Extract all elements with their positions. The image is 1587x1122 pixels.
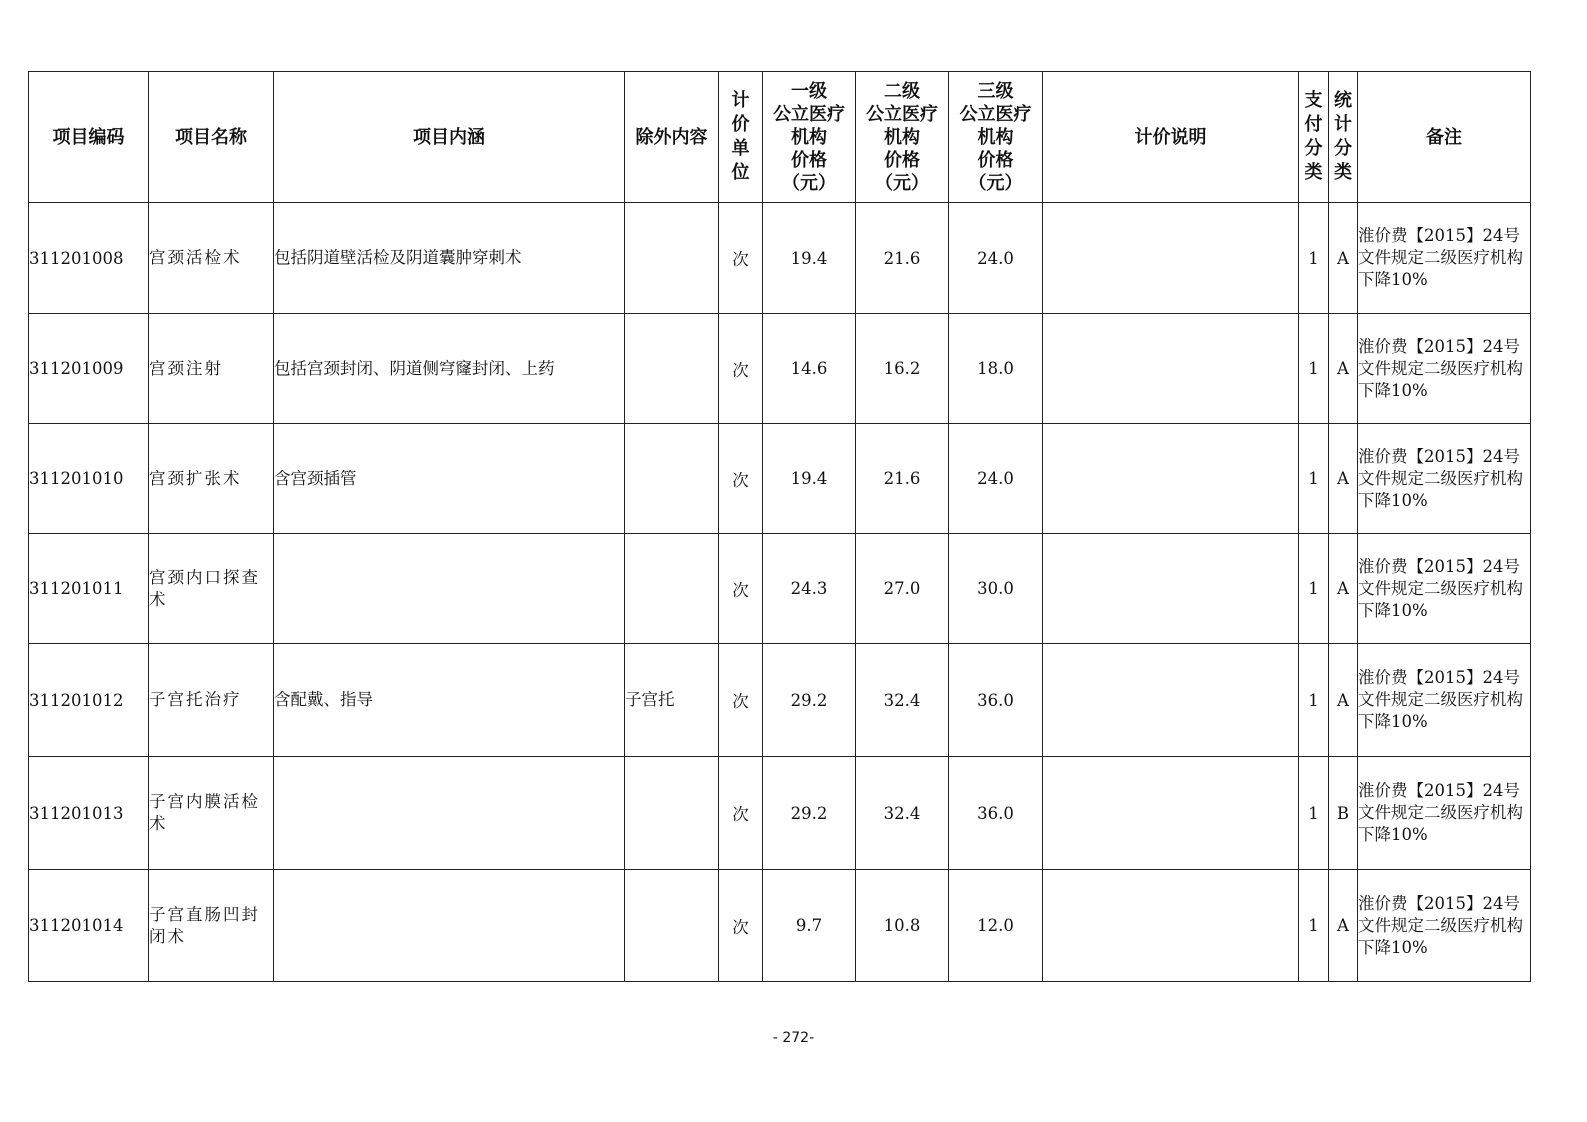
cell-price1: 29.2 — [763, 757, 856, 870]
cell-content — [274, 870, 625, 982]
cell-code: 311201009 — [29, 314, 149, 424]
header-price3-line: 价格 — [977, 149, 1014, 171]
header-row — [29, 72, 1531, 203]
header-unit-text: 计价单位 — [731, 90, 750, 183]
cell-unit: 次 — [719, 534, 763, 644]
cell-code: 311201014 — [29, 870, 149, 982]
cell-stat: A — [1329, 534, 1358, 644]
cell-pricing-note — [1043, 203, 1299, 314]
cell-payment: 1 — [1299, 757, 1329, 870]
cell-unit: 次 — [719, 870, 763, 982]
cell-remark: 淮价费【2015】24号文件规定二级医疗机构下降10% — [1358, 757, 1531, 870]
cell-exclusion — [625, 424, 719, 534]
header-stat-text: 统计分类 — [1333, 90, 1352, 183]
cell-remark: 淮价费【2015】24号文件规定二级医疗机构下降10% — [1358, 314, 1531, 424]
cell-exclusion — [625, 534, 719, 644]
cell-pricing-note — [1043, 757, 1299, 870]
cell-content: 含配戴、指导 — [274, 644, 625, 757]
cell-unit: 次 — [719, 203, 763, 314]
cell-pricing-note — [1043, 424, 1299, 534]
cell-unit: 次 — [719, 314, 763, 424]
cell-exclusion: 子宫托 — [625, 644, 719, 757]
header-remark: 备注 — [1358, 72, 1531, 203]
cell-price3: 12.0 — [949, 870, 1043, 982]
cell-stat: A — [1329, 644, 1358, 757]
cell-payment: 1 — [1299, 870, 1329, 982]
cell-price2: 10.8 — [856, 870, 949, 982]
header-price2-line: 公立医疗 — [866, 103, 938, 125]
cell-content: 含宫颈插管 — [274, 424, 625, 534]
header-content: 项目内涵 — [274, 72, 625, 203]
cell-pricing-note — [1043, 870, 1299, 982]
cell-exclusion — [625, 203, 719, 314]
cell-stat: A — [1329, 870, 1358, 982]
cell-remark: 淮价费【2015】24号文件规定二级医疗机构下降10% — [1358, 644, 1531, 757]
header-payment-text: 支付分类 — [1304, 90, 1323, 183]
cell-price3: 18.0 — [949, 314, 1043, 424]
header-price2-line: 二级 — [884, 80, 920, 102]
cell-price3: 36.0 — [949, 644, 1043, 757]
header-code: 项目编码 — [29, 72, 149, 203]
cell-name: 宫颈扩张术 — [149, 424, 274, 534]
header-price1-line: （元） — [782, 172, 836, 194]
cell-stat: B — [1329, 757, 1358, 870]
cell-name: 宫颈活检术 — [149, 203, 274, 314]
header-unit — [719, 72, 763, 203]
price-table — [28, 71, 1531, 982]
cell-code: 311201012 — [29, 644, 149, 757]
header-price1-line: 公立医疗 — [773, 103, 845, 125]
page-number: - 272- — [772, 1030, 815, 1046]
header-price3-line: 公立医疗 — [959, 103, 1032, 125]
cell-pricing-note — [1043, 534, 1299, 644]
cell-name: 宫颈内口探查术 — [149, 534, 274, 644]
cell-name: 子宫直肠凹封闭术 — [149, 870, 274, 982]
header-price1-line: 机构 — [791, 126, 827, 148]
header-payment — [1299, 72, 1329, 203]
header-price-level2 — [856, 72, 949, 203]
table-row — [29, 757, 1531, 870]
cell-code: 311201013 — [29, 757, 149, 870]
header-price-level3 — [949, 72, 1043, 203]
cell-exclusion — [625, 870, 719, 982]
cell-unit: 次 — [719, 757, 763, 870]
cell-price2: 32.4 — [856, 644, 949, 757]
cell-name: 子宫内膜活检术 — [149, 757, 274, 870]
header-stat — [1329, 72, 1358, 203]
cell-price2: 21.6 — [856, 203, 949, 314]
cell-payment: 1 — [1299, 424, 1329, 534]
cell-price1: 24.3 — [763, 534, 856, 644]
header-price3-line: （元） — [968, 172, 1023, 194]
table-row — [29, 203, 1531, 314]
cell-price1: 9.7 — [763, 870, 856, 982]
table-row — [29, 314, 1531, 424]
cell-payment: 1 — [1299, 534, 1329, 644]
cell-stat: A — [1329, 424, 1358, 534]
header-price3-line: 机构 — [977, 126, 1014, 148]
table-row — [29, 534, 1531, 644]
cell-content: 包括宫颈封闭、阴道侧穹窿封闭、上药 — [274, 314, 625, 424]
cell-remark: 淮价费【2015】24号文件规定二级医疗机构下降10% — [1358, 534, 1531, 644]
cell-price2: 16.2 — [856, 314, 949, 424]
header-exclusion: 除外内容 — [625, 72, 719, 203]
cell-unit: 次 — [719, 644, 763, 757]
cell-price3: 30.0 — [949, 534, 1043, 644]
cell-payment: 1 — [1299, 203, 1329, 314]
cell-unit: 次 — [719, 424, 763, 534]
cell-stat: A — [1329, 314, 1358, 424]
cell-remark: 淮价费【2015】24号文件规定二级医疗机构下降10% — [1358, 203, 1531, 314]
header-price2-line: （元） — [875, 172, 929, 194]
cell-price1: 19.4 — [763, 424, 856, 534]
cell-exclusion — [625, 757, 719, 870]
cell-content — [274, 757, 625, 870]
cell-price1: 29.2 — [763, 644, 856, 757]
header-price3-line: 三级 — [977, 80, 1014, 102]
cell-price3: 24.0 — [949, 424, 1043, 534]
cell-price2: 21.6 — [856, 424, 949, 534]
cell-payment: 1 — [1299, 644, 1329, 757]
header-name: 项目名称 — [149, 72, 274, 203]
cell-name: 宫颈注射 — [149, 314, 274, 424]
cell-code: 311201011 — [29, 534, 149, 644]
cell-code: 311201010 — [29, 424, 149, 534]
cell-name: 子宫托治疗 — [149, 644, 274, 757]
header-price2-line: 机构 — [884, 126, 920, 148]
header-price1-line: 一级 — [791, 80, 827, 102]
cell-price1: 19.4 — [763, 203, 856, 314]
cell-price2: 32.4 — [856, 757, 949, 870]
cell-remark: 淮价费【2015】24号文件规定二级医疗机构下降10% — [1358, 424, 1531, 534]
cell-pricing-note — [1043, 314, 1299, 424]
header-pricing-note: 计价说明 — [1043, 72, 1299, 203]
table-row — [29, 424, 1531, 534]
header-price-level1 — [763, 72, 856, 203]
cell-price3: 36.0 — [949, 757, 1043, 870]
cell-code: 311201008 — [29, 203, 149, 314]
cell-price1: 14.6 — [763, 314, 856, 424]
cell-pricing-note — [1043, 644, 1299, 757]
table-row — [29, 870, 1531, 982]
table-row — [29, 644, 1531, 757]
header-price2-line: 价格 — [884, 149, 920, 171]
cell-remark: 淮价费【2015】24号文件规定二级医疗机构下降10% — [1358, 870, 1531, 982]
cell-payment: 1 — [1299, 314, 1329, 424]
cell-exclusion — [625, 314, 719, 424]
cell-price2: 27.0 — [856, 534, 949, 644]
cell-stat: A — [1329, 203, 1358, 314]
cell-content — [274, 534, 625, 644]
cell-content: 包括阴道壁活检及阴道囊肿穿刺术 — [274, 203, 625, 314]
cell-price3: 24.0 — [949, 203, 1043, 314]
header-price1-line: 价格 — [791, 149, 827, 171]
